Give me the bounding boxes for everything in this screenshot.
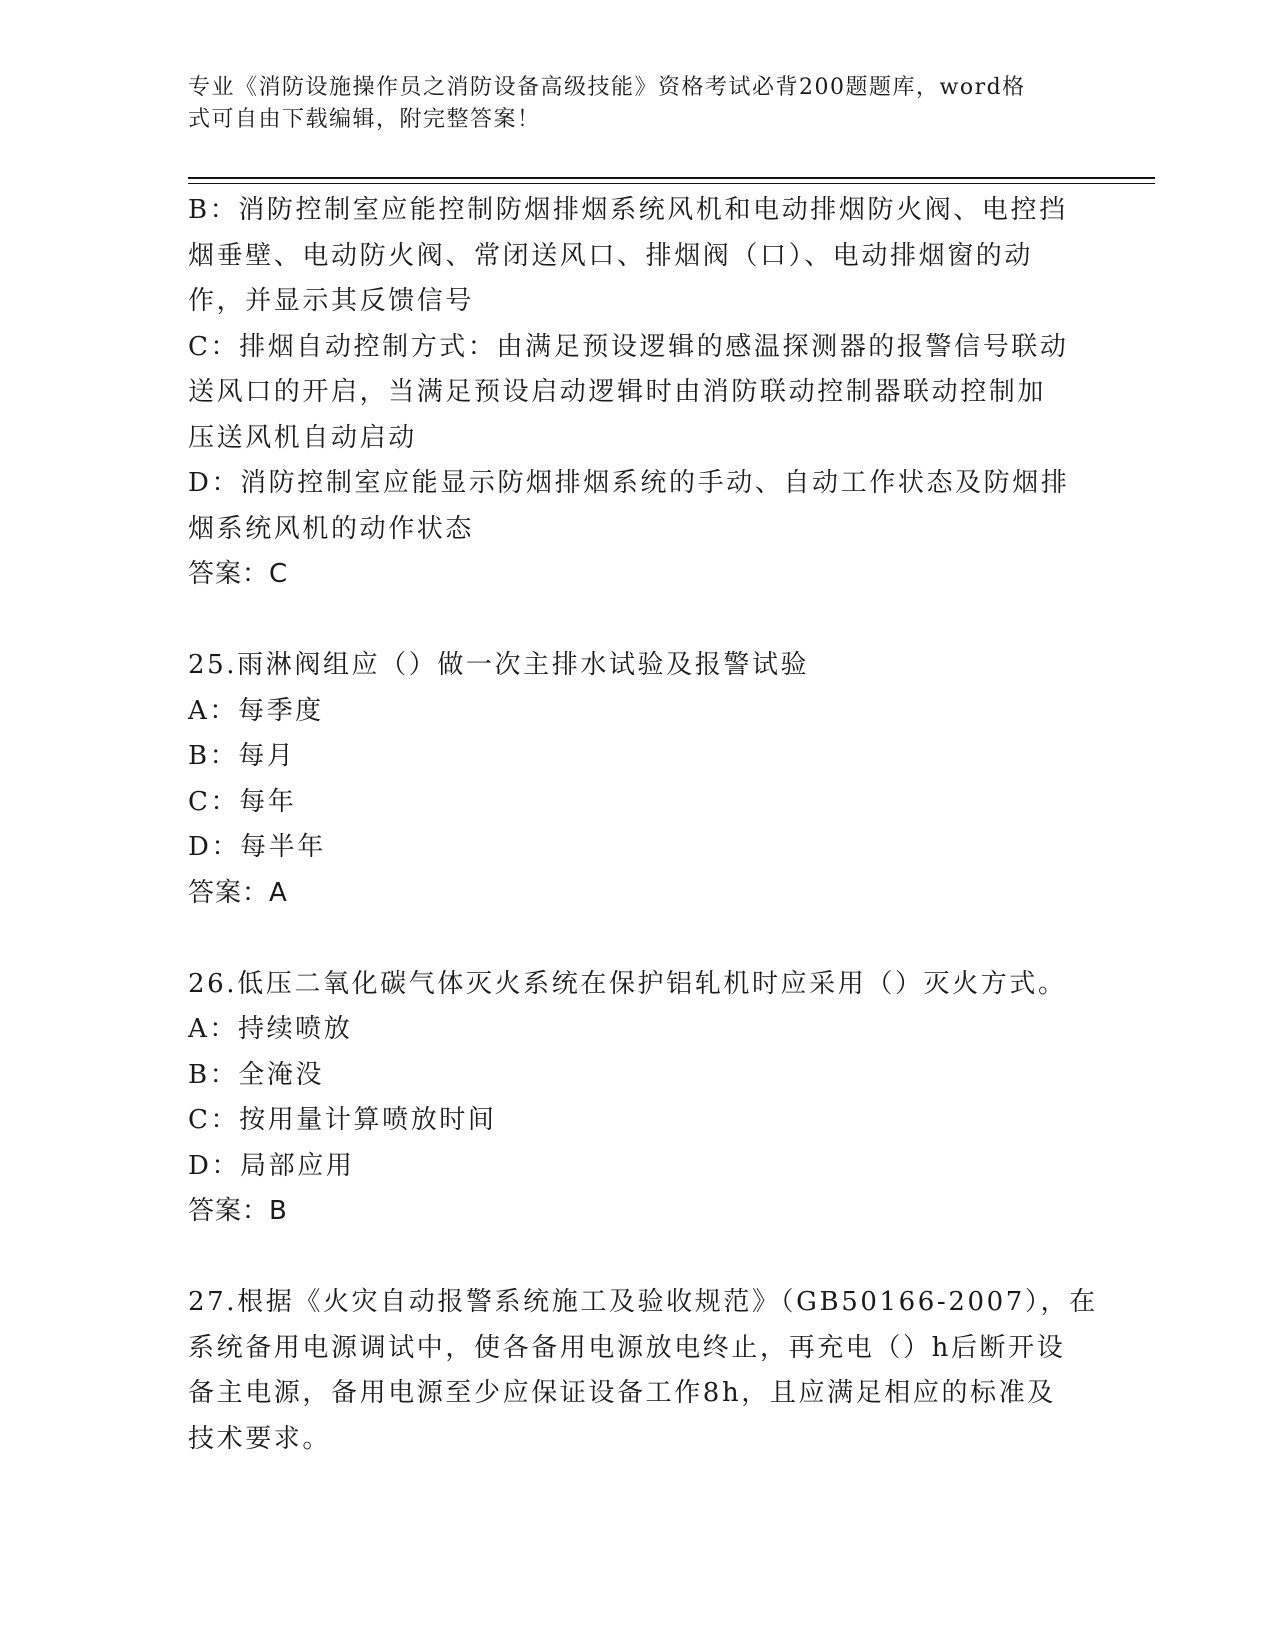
header-line-1: 专业《消防设施操作员之消防设备高级技能》资格考试必背200题题库，word格 bbox=[188, 75, 1026, 100]
question-stem-line: 备主电源，备用电源至少应保证设备工作8h，且应满足相应的标准及 bbox=[188, 1378, 1056, 1408]
option-d-line: 烟系统风机的动作状态 bbox=[188, 513, 475, 544]
question-gap bbox=[188, 598, 1088, 644]
option-b-line: 烟垂壁、电动防火阀、常闭送风口、排烟阀（口）、电动排烟窗的动 bbox=[188, 240, 1034, 271]
question-27 bbox=[188, 1280, 1098, 1462]
option-c-line: 送风口的开启，当满足预设启动逻辑时由消防联动控制器联动控制加 bbox=[188, 377, 1047, 407]
question-stem: 25.雨淋阀组应（）做一次主排水试验及报警试验 bbox=[188, 650, 810, 680]
option-b-line: B：消防控制室应能控制防烟排烟系统风机和电动排烟防火阀、电控挡 bbox=[188, 195, 1068, 225]
option-a: A：持续喷放 bbox=[188, 1014, 353, 1044]
option-c-line: C：排烟自动控制方式：由满足预设逻辑的感温探测器的报警信号联动 bbox=[188, 331, 1069, 362]
page-header bbox=[188, 72, 1068, 136]
question-content bbox=[188, 188, 1098, 1462]
header-divider-thin bbox=[188, 183, 1155, 184]
question-gap bbox=[188, 916, 1088, 962]
question-24-option-b bbox=[188, 188, 1088, 325]
question-24-option-d bbox=[188, 461, 1088, 552]
question-26 bbox=[188, 962, 1088, 1235]
option-b: B：全淹没 bbox=[188, 1059, 325, 1090]
question-gap bbox=[188, 1235, 1088, 1281]
option-d-line: D：消防控制室应能显示防烟排烟系统的手动、自动工作状态及防烟排 bbox=[188, 468, 1070, 498]
option-d: D：局部应用 bbox=[188, 1150, 355, 1181]
question-answer: 答案：A bbox=[188, 877, 288, 908]
question-25 bbox=[188, 643, 1088, 916]
option-d: D：每半年 bbox=[188, 832, 326, 862]
option-b: B：每月 bbox=[188, 741, 296, 771]
option-c-line: 压送风机自动启动 bbox=[188, 422, 417, 453]
header-line-2: 式可自由下载编辑，附完整答案！ bbox=[188, 107, 541, 132]
question-answer: 答案：B bbox=[188, 1196, 288, 1226]
question-stem-line: 系统备用电源调试中，使各备用电源放电终止，再充电（）h后断开设 bbox=[188, 1332, 1066, 1363]
question-stem-line: 技术要求。 bbox=[188, 1423, 332, 1454]
option-c: C：每年 bbox=[188, 786, 297, 817]
option-b-line: 作，并显示其反馈信号 bbox=[188, 286, 475, 316]
option-c: C：按用量计算喷放时间 bbox=[188, 1105, 497, 1135]
question-24-option-c bbox=[188, 325, 1088, 462]
question-stem-line: 27.根据《火灾自动报警系统施工及验收规范》（GB50166-2007），在 bbox=[188, 1287, 1098, 1317]
question-24-answer: 答案：C bbox=[188, 559, 289, 589]
header-divider-thick bbox=[188, 177, 1155, 179]
option-a: A：每季度 bbox=[188, 695, 324, 726]
question-stem: 26.低压二氧化碳气体灭火系统在保护铝轧机时应采用（）灭火方式。 bbox=[188, 968, 1067, 999]
